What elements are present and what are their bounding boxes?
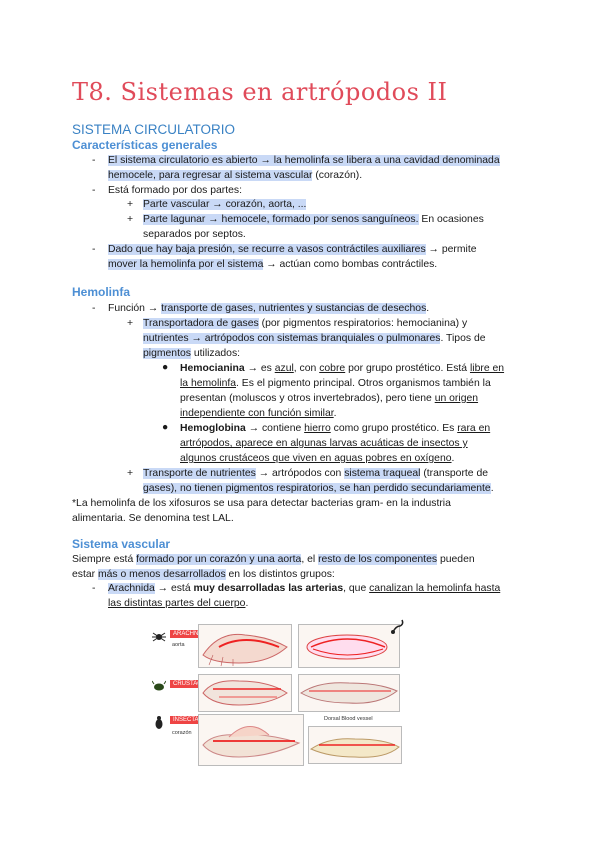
crab-icon <box>152 680 166 692</box>
paragraph: la hemolinfa. Es el pigmento principal. Otros organismos también la <box>180 378 491 389</box>
note: *La hemolinfa de los xifosuros se usa para detectar bacterias gram- en la industria <box>72 498 451 509</box>
insecta-diagram-2 <box>308 726 402 764</box>
paragraph: gases), no tienen pigmentos respiratorios, se han perdido secundariamente. <box>143 483 494 494</box>
arachnida-diagram <box>198 624 292 668</box>
bullet-plus: + <box>127 214 134 225</box>
paragraph: El sistema circulatorio es abierto → la hemolinfa se libera a una cavidad denominada <box>108 155 500 166</box>
tag-arachnida: ARACHNIDA <box>170 630 211 638</box>
circulatory-figure <box>150 618 410 778</box>
paragraph: nutrientes → artrópodos con sistemas branquiales o pulmonares. Tipos de <box>143 333 486 344</box>
paragraph: Transporte de nutrientes → artrópodos con sistema traqueal (transporte de <box>143 468 489 479</box>
bullet-dot: ● <box>162 362 169 373</box>
scorpion-icon <box>390 618 406 634</box>
paragraph: Función → transporte de gases, nutrientes y sustancias de desechos. <box>108 303 430 314</box>
section-heading: SISTEMA CIRCULATORIO <box>72 122 236 137</box>
paragraph: separados por septos. <box>143 229 246 240</box>
paragraph: pigmentos utilizados: <box>143 348 241 359</box>
bullet-plus: + <box>127 468 134 479</box>
paragraph: las distintas partes del cuerpo. <box>108 598 249 609</box>
label-dorsal-vessel: Dorsal Blood vessel <box>324 716 373 722</box>
bullet-plus: + <box>127 199 134 210</box>
hemolinfa-heading: Hemolinfa <box>72 285 131 299</box>
paragraph: Hemocianina → es azul, con cobre por grupo prostético. Está libre en <box>180 363 505 374</box>
paragraph: Transportadora de gases (por pigmentos respiratorios: hemocianina) y <box>143 318 468 329</box>
crustacea-diagram-2 <box>298 674 400 712</box>
label-aorta: aorta <box>172 642 185 648</box>
paragraph: Hemoglobina → contiene hierro como grupo prostético. Es rara en <box>180 423 491 434</box>
spider-icon <box>152 630 166 644</box>
label-corazon: corazón <box>172 730 192 736</box>
bullet-dash: - <box>92 303 96 314</box>
bullet-plus: + <box>127 318 134 329</box>
crustacea-diagram <box>198 674 292 712</box>
paragraph: Dado que hay baja presión, se recurre a vasos contráctiles auxiliares → permite <box>108 244 477 255</box>
bullet-dash: - <box>92 185 96 196</box>
bullet-dot: ● <box>162 422 169 433</box>
paragraph: algunos crustáceos que viven en aguas pobres en oxígeno. <box>180 453 455 464</box>
paragraph: presentan (moluscos y otros invertebrados), pero tiene un origen <box>180 393 479 404</box>
tag-crustacea: CRUSTACEA <box>170 680 213 688</box>
paragraph: artrópodos, aparece en algunas larvas acuáticas de insectos y <box>180 438 468 449</box>
paragraph: Arachnida → está muy desarrolladas las arterias, que canalizan la hemolinfa hasta <box>108 583 501 594</box>
paragraph: Parte vascular → corazón, aorta, ... <box>143 199 307 210</box>
paragraph: mover la hemolinfa por el sistema → actúan como bombas contráctiles. <box>108 259 438 270</box>
insect-icon <box>153 716 165 730</box>
bullet-dash: - <box>92 155 96 166</box>
caracteristicas-heading: Características generales <box>72 138 218 152</box>
insecta-diagram <box>198 714 304 766</box>
page-title: T8. Sistemas en artrópodos II <box>72 78 448 106</box>
tag-insecta: INSECTA <box>170 716 202 724</box>
vascular-heading: Sistema vascular <box>72 537 171 551</box>
paragraph: Parte lagunar → hemocele, formado por senos sanguíneos. En ocasiones <box>143 214 484 225</box>
paragraph: hemocele, para regresar al sistema vascular (corazón). <box>108 170 363 181</box>
bullet-dash: - <box>92 583 96 594</box>
arachnida-scorpion-diagram <box>298 624 400 668</box>
paragraph: Está formado por dos partes: <box>108 185 242 196</box>
note: alimentaria. Se denomina test LAL. <box>72 513 234 524</box>
bullet-dash: - <box>92 244 96 255</box>
paragraph: Siempre está formado por un corazón y una aorta, el resto de los componentes pueden <box>72 554 475 565</box>
paragraph: estar más o menos desarrollados en los distintos grupos: <box>72 569 335 580</box>
paragraph: independiente con función similar. <box>180 408 337 419</box>
